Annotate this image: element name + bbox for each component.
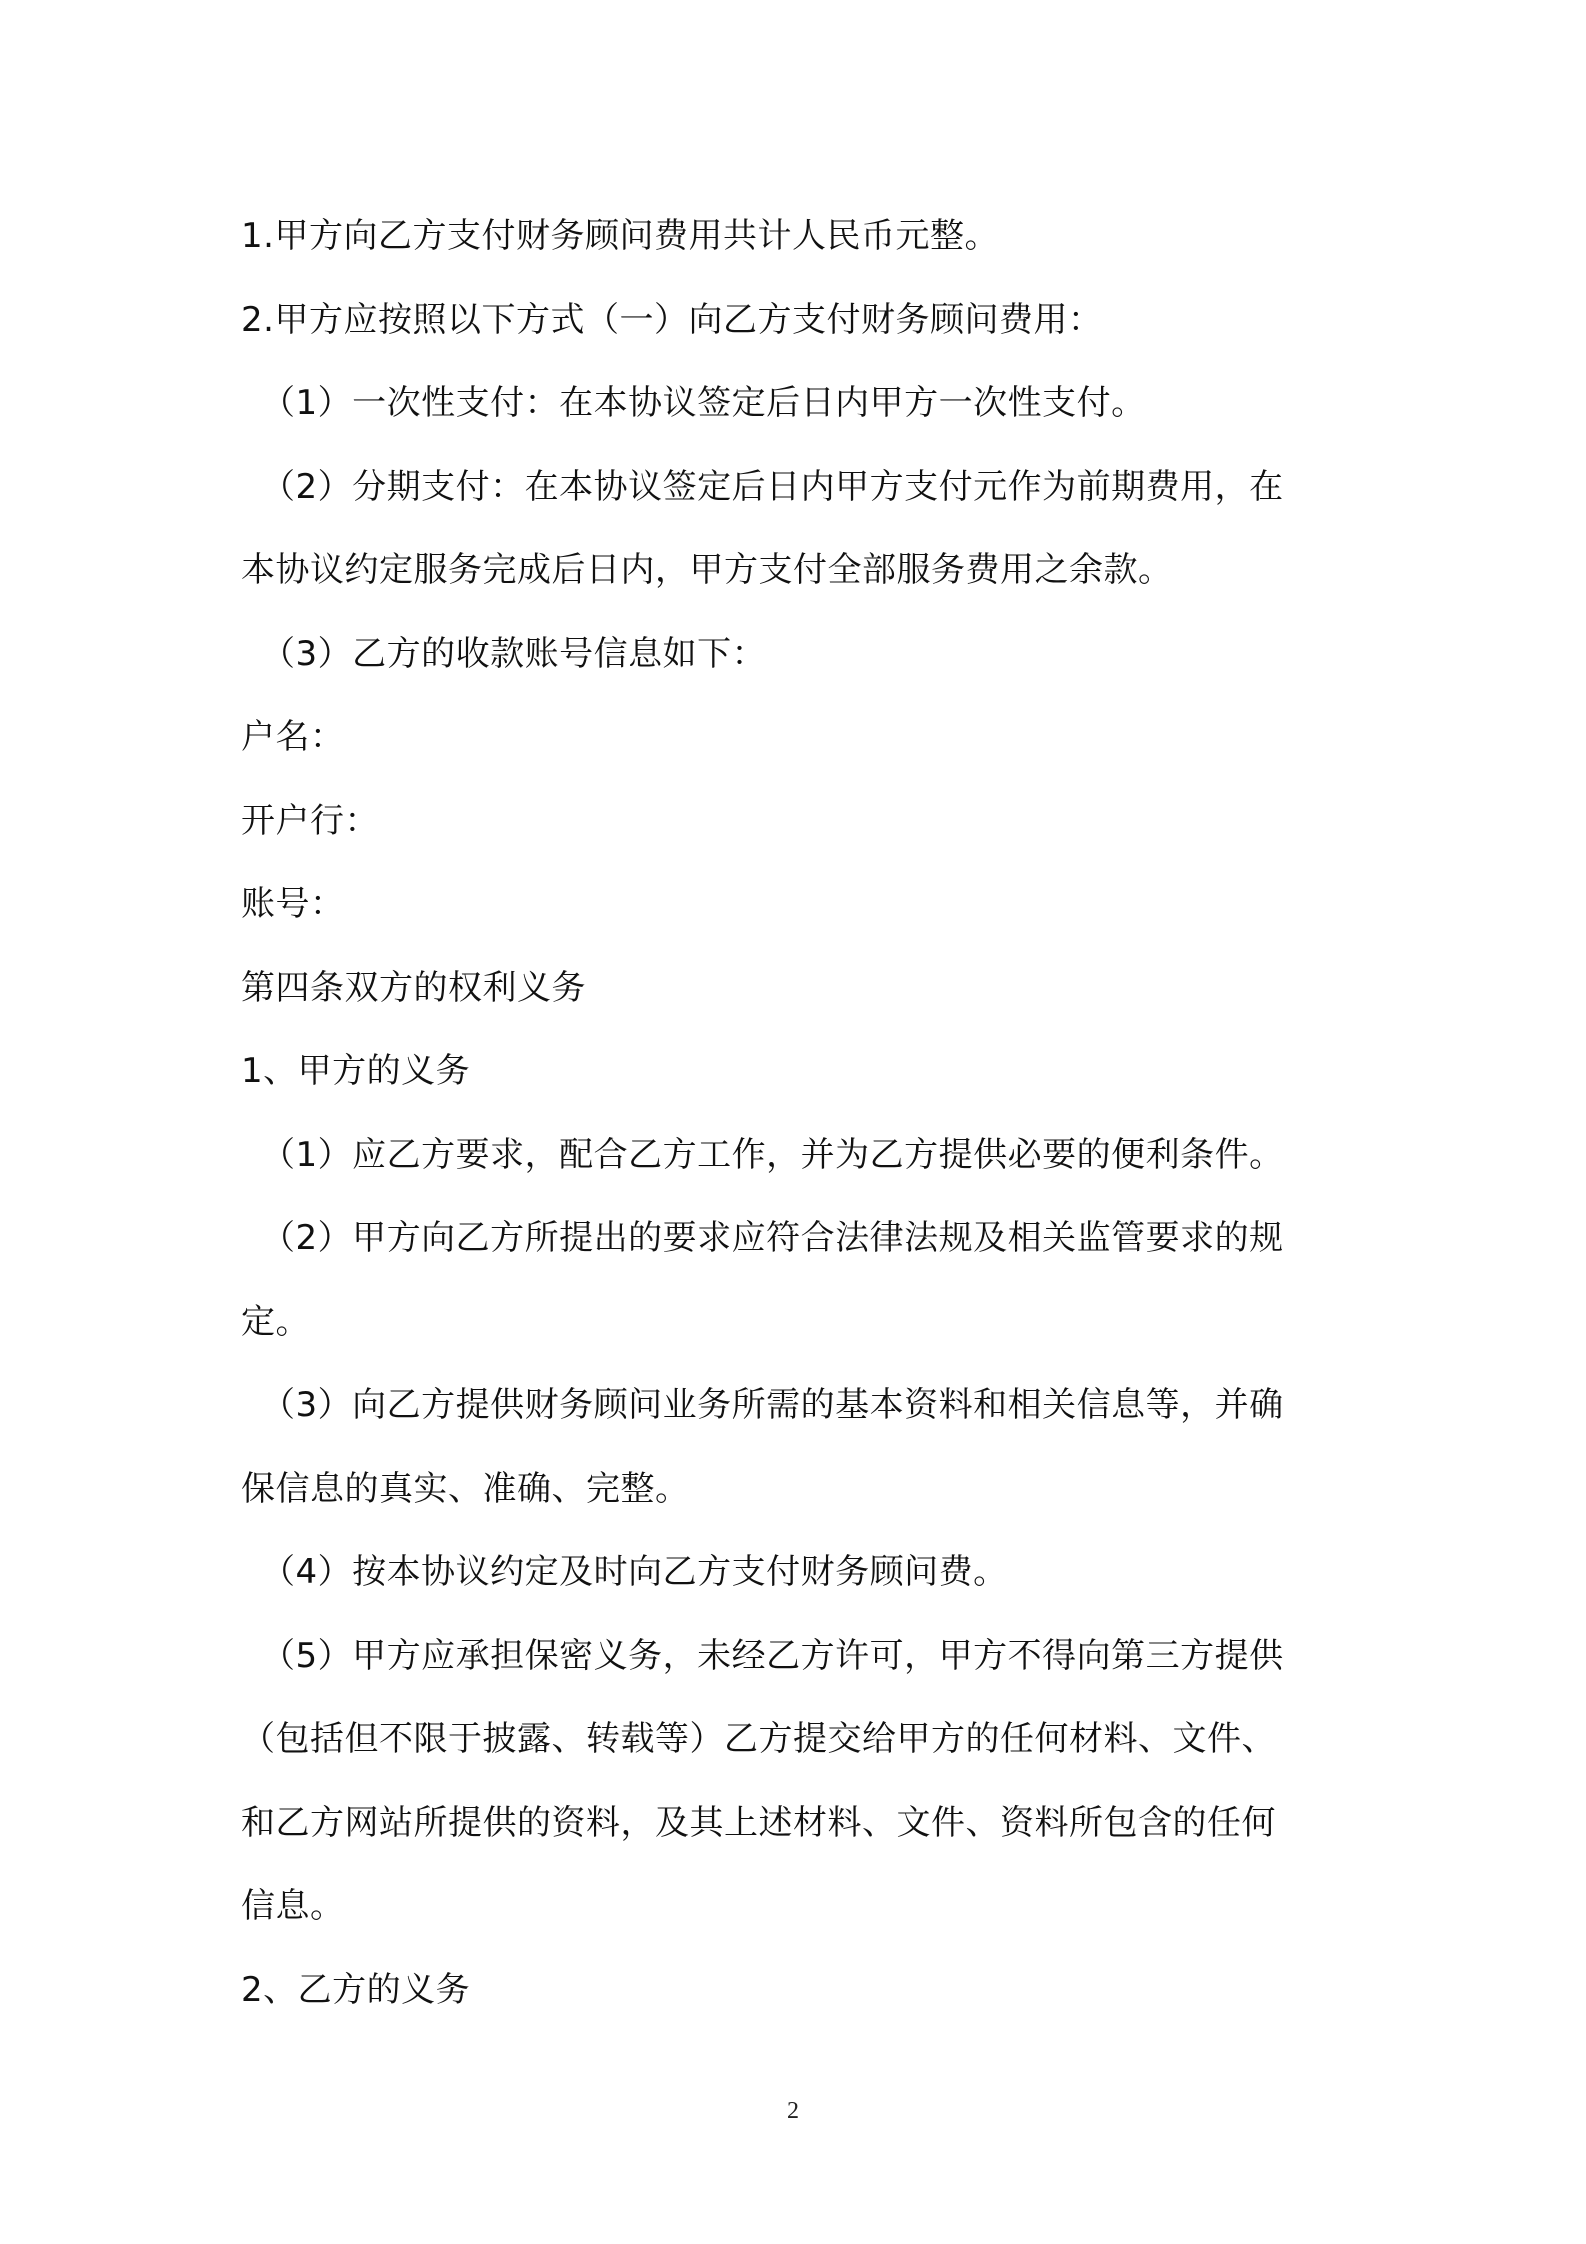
- account-info-heading: （3）乙方的收款账号信息如下：: [261, 633, 767, 674]
- payment-method-clause: 2.甲方应按照以下方式（一）向乙方支付财务顾问费用：: [241, 299, 1103, 340]
- party-a-obligation-5-continuation-1: （包括但不限于披露、转载等）乙方提交给甲方的任何材料、文件、: [241, 1719, 1276, 1759]
- account-number-field: 账号：: [241, 884, 345, 924]
- installment-payment-clause: （2）分期支付：在本协议签定后日内甲方支付元作为前期费用，在: [261, 466, 1284, 507]
- party-a-obligations-heading: 1、甲方的义务: [241, 1051, 471, 1091]
- document-body: [241, 195, 1361, 2032]
- party-a-obligation-1: （1）应乙方要求，配合乙方工作，并为乙方提供必要的便利条件。: [261, 1134, 1284, 1175]
- article-four-heading: 第四条双方的权利义务: [241, 967, 586, 1008]
- page-number: 2: [787, 2098, 799, 2124]
- party-a-obligation-5-continuation-3: 信息。: [241, 1886, 345, 1926]
- payment-total-clause: 1.甲方向乙方支付财务顾问费用共计人民币元整。: [241, 216, 999, 256]
- lump-sum-payment-clause: （1）一次性支付：在本协议签定后日内甲方一次性支付。: [261, 383, 1146, 423]
- party-a-obligation-5-continuation-2: 和乙方网站所提供的资料，及其上述材料、文件、资料所包含的任何: [241, 1802, 1276, 1843]
- installment-payment-continuation: 本协议约定服务完成后日内，甲方支付全部服务费用之余款。: [241, 550, 1173, 590]
- party-a-obligation-3-continuation: 保信息的真实、准确、完整。: [241, 1468, 690, 1509]
- party-a-obligation-2-continuation: 定。: [241, 1301, 310, 1342]
- party-b-obligations-heading: 2、乙方的义务: [241, 1969, 471, 2010]
- party-a-obligation-3: （3）向乙方提供财务顾问业务所需的基本资料和相关信息等，并确: [261, 1385, 1284, 1425]
- bank-name-field: 开户行：: [241, 800, 379, 841]
- account-name-field: 户名：: [241, 717, 345, 757]
- party-a-obligation-2: （2）甲方向乙方所提出的要求应符合法律法规及相关监管要求的规: [261, 1218, 1284, 1258]
- party-a-obligation-5: （5）甲方应承担保密义务，未经乙方许可，甲方不得向第三方提供: [261, 1635, 1284, 1676]
- party-a-obligation-4: （4）按本协议约定及时向乙方支付财务顾问费。: [261, 1552, 1008, 1592]
